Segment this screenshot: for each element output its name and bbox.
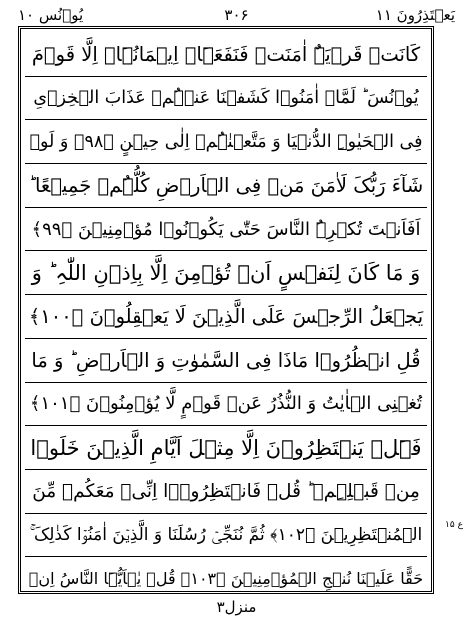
verse-line xyxy=(25,557,427,600)
verse-line-text: یُوۡنُسَ ؕ لَمَّاۤ اٰمَنُوۡا کَشَفۡنَا عَنۡہُمۡ عَذَابَ الۡخِزۡیِ xyxy=(33,88,419,109)
juz-name: یَعۡتَذِرُونَ ۱۱ xyxy=(375,6,455,24)
page-header xyxy=(18,4,455,26)
verse-line xyxy=(25,514,427,558)
verse-line-text: تُغۡنِی الۡاٰیٰتُ وَ النُّذُرُ عَنۡ قَوۡمٍ لَّا یُؤۡمِنُوۡنَ ﴿۱۰۱﴾ xyxy=(29,393,423,415)
page-number: ۳۰۶ xyxy=(224,6,249,24)
verse-line-text: یَجۡعَلُ الرِّجۡسَ عَلَی الَّذِیۡنَ لَا یَعۡقِلُوۡنَ ﴿۱۰۰﴾ xyxy=(28,304,424,328)
verse-line xyxy=(25,120,427,164)
verse-line-text: فَہَلۡ یَنۡتَظِرُوۡنَ اِلَّا مِثۡلَ اَیَّامِ الَّذِیۡنَ خَلَوۡا xyxy=(30,435,422,460)
verse-line-text: وَ مَا کَانَ لِنَفۡسٍ اَنۡ تُؤۡمِنَ اِلَّا بِاِذۡنِ اللّٰہِ ؕ وَ xyxy=(31,260,421,285)
verse-line xyxy=(25,77,427,121)
verse-line-text: کَانَتۡ قَرۡیَۃٌ اٰمَنَتۡ فَنَفَعَہَاۤ اِیۡمَانُہَاۤ اِلَّا قَوۡمَ xyxy=(31,42,421,66)
surah-name: یُوۡنُس ۱۰ xyxy=(18,6,84,24)
verse-line xyxy=(25,426,427,470)
verse-line-text: فِی الۡحَیٰوۃِ الدُّنۡیَا وَ مَتَّعۡنٰہُمۡ اِلٰی حِیۡنٍ ﴿۹۸﴾ وَ لَوۡ xyxy=(29,131,423,152)
verse-line-text: اَفَاَنۡتَ تُکۡرِہُ النَّاسَ حَتّٰی یَکُوۡنُوۡا مُؤۡمِنِیۡنَ ﴿۹۹﴾ xyxy=(31,218,421,240)
verse-line-text: شَآءَ رَبُّکَ لَاٰمَنَ مَنۡ فِی الۡاَرۡضِ کُلُّہُمۡ جَمِیۡعًا ؕ xyxy=(28,173,424,197)
verse-lines xyxy=(25,33,427,587)
verse-line xyxy=(25,383,427,427)
verse-line xyxy=(25,295,427,339)
verse-line-text: حَقًّا عَلَیۡنَا نُنۡجِ الۡمُؤۡمِنِیۡنَ ﴿۱۰۳﴾ قُلۡ یٰۤاَیُّہَا النَّاسُ اِنۡ xyxy=(28,569,424,589)
verse-line xyxy=(25,208,427,252)
ruku-marker: ع ۱۵ xyxy=(445,520,463,530)
verse-line xyxy=(25,164,427,208)
verse-line xyxy=(25,251,427,295)
verse-line-text: مِنۡ قَبۡلِہِمۡ ؕ قُلۡ فَانۡتَظِرُوۡۤا اِنِّیۡ مَعَکُمۡ مِّنَ xyxy=(32,480,420,502)
verse-line xyxy=(25,33,427,77)
verse-line xyxy=(25,470,427,514)
verse-line-text: الۡمُنۡتَظِرِیۡنَ ﴿۱۰۲﴾ ثُمَّ نُنَجِّیۡ رُسُلَنَا وَ الَّذِیۡنَ اٰمَنُوۡا کَذٰلِکَ ۚ xyxy=(29,524,423,545)
manzil-footer: منزل۳ xyxy=(216,598,257,616)
verse-line xyxy=(25,339,427,383)
text-frame xyxy=(18,26,434,594)
verse-line-text: قُلِ انۡظُرُوۡا مَاذَا فِی السَّمٰوٰتِ وَ الۡاَرۡضِ ؕ وَ مَا xyxy=(31,348,421,372)
